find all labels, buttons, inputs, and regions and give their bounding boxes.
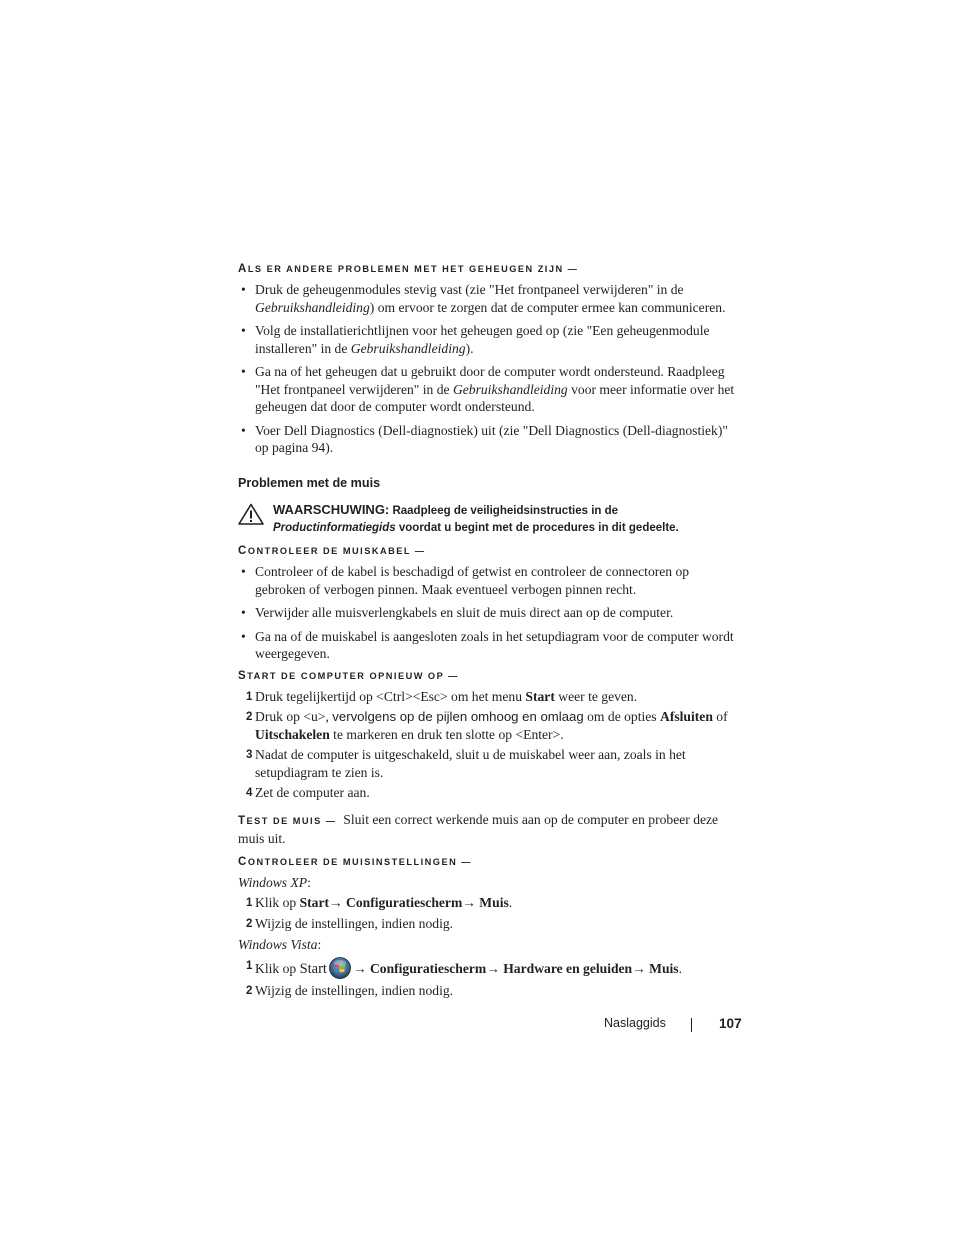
heading-dash: — [410,546,426,556]
test-mouse-text: Sluit een correct werkende muis aan op de computer en probeer deze muis uit. [238,811,719,846]
step-text: Zet de computer aan. [255,785,370,800]
item-text: Ga na of de muiskabel is aangesloten zoals in het setupdiagram voor de computer wordt weergegeven. [255,628,734,661]
step-item [238,982,743,1000]
memory-bullet-list [238,281,743,457]
section-heading-test-mouse [238,816,337,826]
heading-rest: LS ER ANDERE PROBLEMEN MET HET GEHEUGEN ZIJN [247,264,564,274]
heading-rest: ONTROLEER DE MUISINSTELLINGEN [247,856,458,867]
step-text: . [678,960,682,976]
item-text: Druk de geheugenmodules stevig vast (zie "Het frontpaneel verwijderen" in de [255,282,684,297]
mouse-problems-heading: Problemen met de muis [238,475,381,490]
step-number: 1 [246,897,253,909]
os-name: Windows XP [238,874,308,890]
list-item [238,363,743,416]
section-heading-restart [238,669,743,683]
step-text: of [712,709,728,724]
bullet-icon: • [241,564,246,579]
os-colon: : [317,937,322,952]
item-text: voor meer informatie over het geheugen dat door de computer wordt ondersteund. [255,381,735,414]
bullet-icon: • [241,364,246,379]
warning-text-part: voordat u begint met de procedures in dit gedeelte. [395,522,679,534]
step-term: Muis [649,960,679,976]
step-item [238,708,743,743]
step-term: Configuratiescherm [346,895,463,910]
step-item [238,746,743,781]
page-content [238,262,743,1002]
step-text: weer te geven. [554,688,638,704]
heading-dash: — [457,856,472,867]
list-item [238,422,743,457]
os-colon: : [307,874,311,890]
section-heading-mouse-settings [238,855,743,869]
warning-triangle-icon [238,503,264,525]
step-term: Uitschakelen [255,726,330,742]
list-item [238,281,743,316]
heading-dash: — [321,815,337,826]
heading-initial: S [238,669,248,682]
step-text: Wijzig de instellingen, indien nodig. [255,982,454,998]
footer-divider [691,1018,692,1032]
step-text: Klik op [255,895,300,910]
page-footer [604,1015,742,1033]
warning-text-part: Raadpleeg de veiligheidsinstructies in de [389,505,619,517]
item-ref: Gebruikshandleiding [255,299,370,315]
heading-initial: T [238,814,247,827]
step-term: Afsluiten [660,709,713,724]
step-term: Muis [479,895,509,910]
windows-vista-label [238,936,743,954]
windows-start-icon [329,957,351,979]
item-text: ). [465,340,474,356]
heading-dash: — [444,670,459,681]
windows-xp-label [238,874,743,892]
heading-initial: C [238,855,248,868]
item-text: Ga na of het geheugen dat u gebruikt door de computer wordt ondersteund. Raadpleeg "Het frontpaneel verwijderen" in de [255,364,725,397]
bullet-icon: • [241,282,246,297]
bullet-icon: • [241,628,246,644]
step-term: Hardware en geluiden [503,960,633,976]
bullet-icon: • [241,605,246,620]
warning-block [238,501,743,537]
step-number: 4 [246,787,253,799]
step-number: 2 [246,984,253,997]
vista-steps [238,957,743,1000]
step-term: Start [299,960,327,977]
bullet-icon: • [241,422,246,438]
heading-initial: A [238,263,248,275]
warning-text [273,501,743,537]
step-number: 1 [246,959,253,972]
step-item [238,957,743,979]
section-heading-mouse-cable [238,544,743,558]
step-text: te markeren en druk ten slotte op <Enter>. [329,726,564,742]
bullet-icon: • [241,323,246,338]
section-heading-memory-other [238,262,743,276]
page-number: 107 [719,1016,742,1031]
step-number: 1 [246,690,253,703]
arrow-icon: → [352,960,370,976]
list-item [238,604,743,622]
list-item [238,628,743,663]
step-text: Wijzig de instellingen, indien nodig. [255,915,454,931]
step-term: Start [525,688,555,704]
arrow-icon: → [462,895,480,910]
step-text: . [508,895,513,910]
step-text: om de opties [583,709,661,724]
heading-rest: ONTROLEER DE MUISKABEL [247,546,411,556]
item-text: Verwijder alle muisverlengkabels en sluit de muis direct aan op de computer. [255,605,674,620]
step-number: 2 [246,711,253,723]
item-text: Volg de installatierichtlijnen voor het geheugen goed op (zie "Een geheugenmodule installeren" in de [255,323,710,356]
list-item [238,563,743,598]
step-text: vervolgens op de pijlen omhoog en omlaag [332,709,584,724]
heading-rest: TART DE COMPUTER OPNIEUW OP [247,670,445,681]
warning-ref: Productinformatiegids [273,522,396,534]
heading-rest: EST DE MUIS [246,815,322,826]
step-text: Druk op <u>, [255,709,333,724]
step-text: Druk tegelijkertijd op <Ctrl><Esc> om het menu [255,688,526,704]
test-mouse-paragraph [238,811,743,848]
warning-label: WAARSCHUWING: [273,502,390,517]
list-item [238,322,743,357]
arrow-icon: → [486,960,504,976]
heading-initial: C [238,545,248,557]
step-item [238,915,743,933]
step-item [238,894,743,912]
step-number: 2 [246,917,253,930]
step-term: Configuratiescherm [369,960,487,976]
item-ref: Gebruikshandleiding [350,340,466,356]
step-item [238,688,743,706]
step-number: 3 [246,749,253,761]
restart-steps [238,688,743,802]
os-name: Windows Vista [238,937,318,952]
arrow-icon: → [329,895,347,910]
footer-label: Naslaggids [604,1016,666,1030]
step-text: Nadat de computer is uitgeschakeld, sluit u de muiskabel weer aan, zoals in het setupdiagram te zien is. [255,747,686,780]
heading-dash: — [563,264,579,274]
step-term: Start [299,895,330,910]
step-text: Klik op [255,960,300,976]
item-ref: Gebruikshandleiding [452,381,568,397]
xp-steps [238,894,743,932]
mouse-cable-bullet-list [238,563,743,663]
item-text: Controleer of de kabel is beschadigd of getwist en controleer de connectoren op gebroken of verbogen pinnen. Maak eventueel verbogen pinnen recht. [255,564,690,597]
item-text: Voer Dell Diagnostics (Dell-diagnostiek) uit (zie "Dell Diagnostics (Dell-diagnostiek)" op pagina 94). [255,422,728,455]
arrow-icon: → [632,960,650,976]
step-item [238,784,743,802]
item-text: ) om ervoor te zorgen dat de computer ermee kan communiceren. [369,299,726,315]
